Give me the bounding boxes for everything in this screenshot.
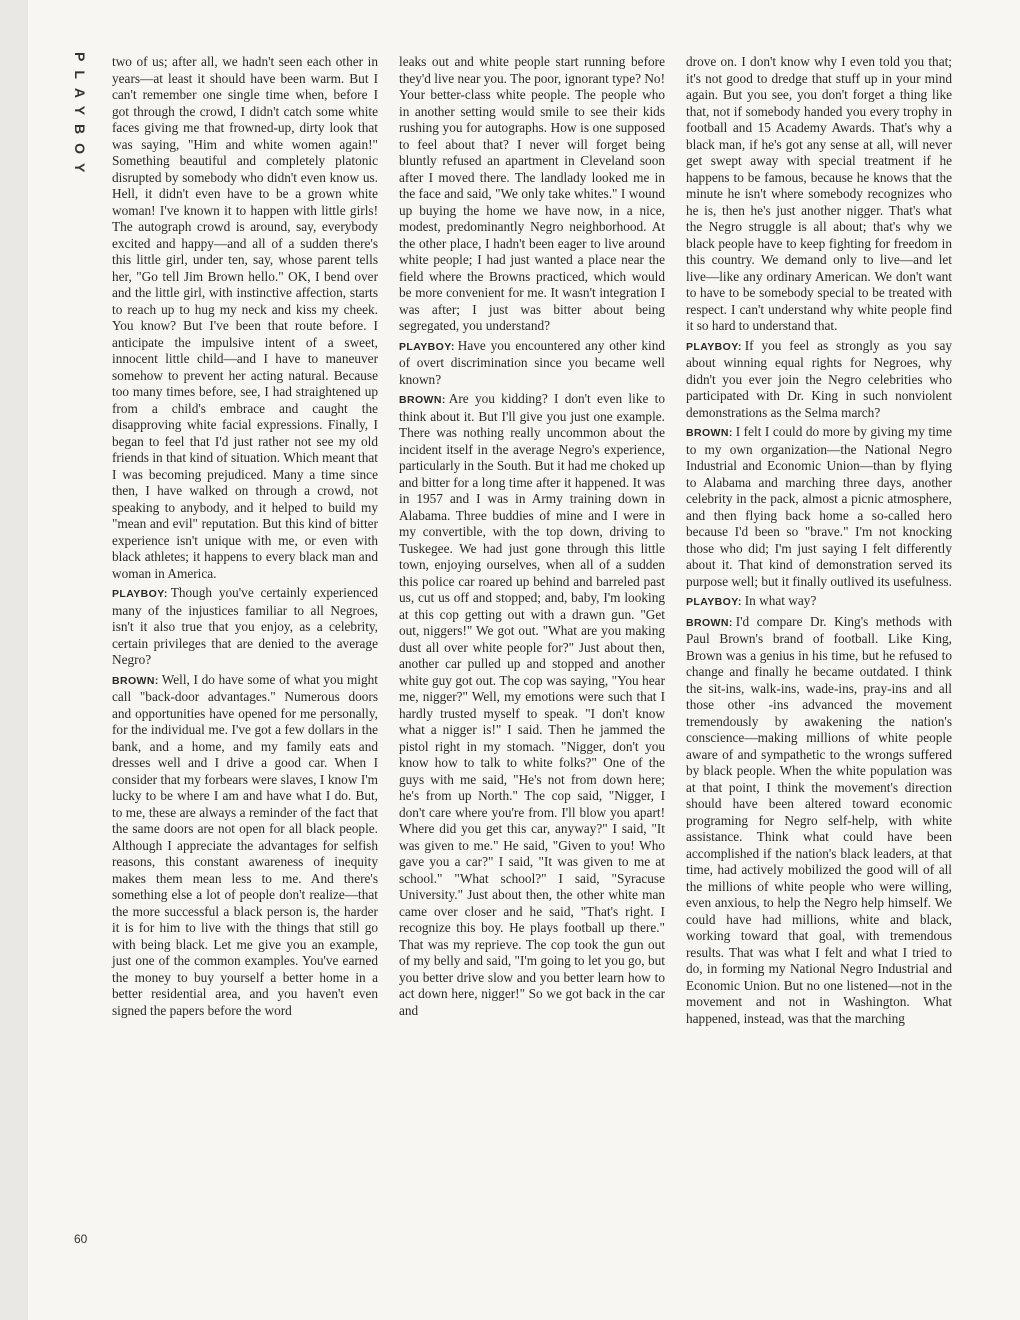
text-column-2 xyxy=(399,54,665,1019)
speaker-label: BROWN: xyxy=(686,427,733,439)
paragraph-text: Though you've certainly experienced many of the injustices familiar to all Negroes, isn't it also true that you enjoy, as a celebrity, certain privileges that are denied to the average Negro? xyxy=(112,585,378,667)
paragraph xyxy=(399,54,665,335)
speaker-label: PLAYBOY: xyxy=(686,340,742,353)
speaker-label: PLAYBOY: xyxy=(399,340,455,353)
paragraph-text: If you feel as strongly as you say about winning equal rights for Negroes, why didn't you ever join the Negro celebrities who participated with Dr. King in such nonviolent demonstrations as the Selma march? xyxy=(686,337,952,420)
text-column-3 xyxy=(686,54,952,1027)
paragraph-text: In what way? xyxy=(744,593,817,608)
paragraph xyxy=(686,614,952,1028)
text-column-1 xyxy=(112,54,378,1019)
paragraph xyxy=(686,54,952,335)
paragraph-text: Are you kidding? I don't even like to think about it. But I'll give you just one example. There was nothing really uncommon about the incident itself in the average Negro's experience, particularly in the South. But it had me choked up and bitter for a long time after it happened. It was in 1957 and I was in Army training down in Alabama. Three buddies of mine and I were in my convertible, with the top down, driving to Tuskegee. We had just gone through this little town, enjoying ourselves, when all of a sudden this police car roared up behind and barreled past us, cut us off and stopped; and, baby, I'm looking at this cop getting out with a drawn gun. "Get out, niggers!" We got out. "What are you making dust all over white people for?" Just about then, another car pulled up and stopped and another white guy got out. The cop was saying, "You hear me, nigger?" Well, my emotions were such that I hardly trusted myself to speak. "I don't know what a nigger is!" I said. Then he jammed the pistol right in my stomach. "Nigger, don't you know how to talk to white folks?" One of the guys with me said, "He's not from down here; he's from up North." The cop said, "Nigger, I don't care where you're from. I'll blow you apart! Where did you get this car, anyway?" I said, "It was given to me." He said, "Given to you! Who gave you a car?" I said, "It was given to me at school." "What school?" I said, "Syracuse University." Just about then, the other white man came over closer and he said, "That's right. I recognize this boy. He plays football up there." That was my reprieve. The cop took the gun out of my belly and said, "I'm going to let you go, but you better drive slow and you better learn how to act down here, nigger!" So we got back in the car and xyxy=(399,391,665,1018)
paragraph-text: two of us; after all, we hadn't seen each other in years—at least it should have been warm. But I can't remember one single time when, before I got through the crowd, I didn't catch some white faces giving me that frowned-up, dirty look that was saying, "Him and white women again!" Something beautiful and completely platonic disrupted by somebody who didn't even know us. Hell, it didn't even have to be a grown white woman! I've known it to happen with little girls! The autograph crowd is around, say, everybody excited and happy—and all of a sudden there's this little girl, under ten, say, whose parent tells her, "Go tell Jim Brown hello." OK, I bend over and the little girl, with instinctive affection, starts to reach up to hug my neck and kiss my cheek. You know? But I've been that route before. I anticipate the impulsive intent of a sweet, innocent little child—and I have to maneuver somehow to prevent her acting natural. Because too many times before, see, I had straightened up from a child's embrace and caught the disapproving white facial expressions. Finally, I began to feel that I'd just rather not see my old friends in that kind of situation. Which meant that I was becoming prejudiced. Many a time since then, I have walked on through a crowd, not speaking to anybody, and it helped to build my "mean and evil" reputation. But this kind of bitter experience isn't unique with me, or even with black athletes; it happens to every black man and woman in America. xyxy=(112,54,378,581)
paragraph xyxy=(112,54,378,582)
paragraph xyxy=(686,593,952,611)
paragraph-text: I felt I could do more by giving my time to my own organization—the National Negro Industrial and Economic Union—than by flying to Alabama and marching three days, another celebrity in the pack, almost a picnic atmosphere, and then flying back home a so-called hero because I'd been so "brave." I'm not knocking those who did; I'm just saying I felt differently about it. That kind of demonstration served its purpose well; but it finally outlived its usefulness. xyxy=(686,424,952,589)
paragraph xyxy=(686,338,952,422)
paragraph xyxy=(686,424,952,590)
speaker-label: PLAYBOY: xyxy=(112,588,168,600)
paragraph xyxy=(112,672,378,1020)
paragraph xyxy=(399,338,665,389)
paragraph-text: I'd compare Dr. King's methods with Paul Brown's brand of football. Like King, Brown was a genius in his time, but he refused to change and finally he became outdated. I think the sit-ins, walk-ins, wade-ins, pray-ins and all those other -ins advanced the movement tremendously by awakening the nation's conscience—making millions of white people aware of and sympathetic to the wrongs suffered by black people. When the white population was at that point, I think the movement's direction should have been altered toward economic programing for Negro self-help, with white assistance. Think what could have been accomplished if the nation's black leaders, at that time, had actively mobilized the good will of all the millions of white people who were willing, even anxious, to help the Negro help himself. We could have had millions, white and black, working toward that goal, with tremendous results. That was what I felt and what I tried to do, in forming my National Negro Industrial and Economic Union. But no one listened—not in the movement and not in Washington. What happened, instead, was that the marching xyxy=(686,613,952,1026)
paragraph-text: Well, I do have some of what you might call "back-door advantages." Numerous doors and opportunities have opened for me personally, for the individual me. I've got a few dollars in the bank, and a home, and my family eats and dresses well and I drive a good car. When I consider that my forbears were slaves, I know I'm lucky to be where I am and have what I do. But, to me, these are always a reminder of the fact that the same doors are not open for all black people. Although I appreciate the advantages for selfish reasons, this constant awareness of inequity makes them mean less to me. And there's something else a lot of people don't realize—that the more successful a black person is, the harder it is for him to live with the things that still go with being black. Let me give you an example, just one of the common examples. You've earned the money to buy yourself a better home in a better residential area, and you haven't even signed the papers before the word xyxy=(112,671,378,1018)
paragraph xyxy=(112,585,378,669)
paragraph xyxy=(399,391,665,1019)
speaker-label: BROWN: xyxy=(112,674,159,687)
paragraph-text: Have you encountered any other kind of overt discrimination since you became well known? xyxy=(399,337,665,387)
speaker-label: PLAYBOY: xyxy=(686,596,742,608)
paragraph-text: drove on. I don't know why I even told you that; it's not good to dredge that stuff up in your mind again. But you see, you don't forget a thing like that, not if somebody handed you every trophy in football and 15 Academy Awards. That's why a black man, if he's got any sense at all, will never get swept away with special treatment if he happens to be famous, because he knows that the minute he isn't where somebody recognizes who he is, then he's just another nigger. That's what the Negro struggle is all about; that's why we black people have to keep fighting for freedom in this country. We demand only to live—and let live—like any ordinary American. We don't want to have to be somebody special to be treated with respect. I can't understand why white people find it so hard to understand that. xyxy=(686,54,952,333)
paragraph-text: leaks out and white people start running before they'd live near you. The poor, ignorant type? No! Your better-class white people. The people who in another setting would smile to see their kids rushing you for autographs. How is one supposed to feel about that? I never will forget being bluntly refused an apartment in Cleveland soon after I moved there. The landlady looked me in the face and said, "We only take whites." I wound up buying the home we have now, in a nice, modest, predominantly Negro neighborhood. At the other place, I hadn't been eager to live around white people; I had just wanted a place near the field where the Browns practiced, which would be more convenient for me. It wasn't integration I was after; I just was bitter about being segregated, you understand? xyxy=(399,54,666,333)
speaker-label: BROWN: xyxy=(399,394,446,406)
page-number: 60 xyxy=(74,1232,88,1246)
running-head: PLAYBOY xyxy=(72,52,88,182)
speaker-label: BROWN: xyxy=(686,616,733,629)
